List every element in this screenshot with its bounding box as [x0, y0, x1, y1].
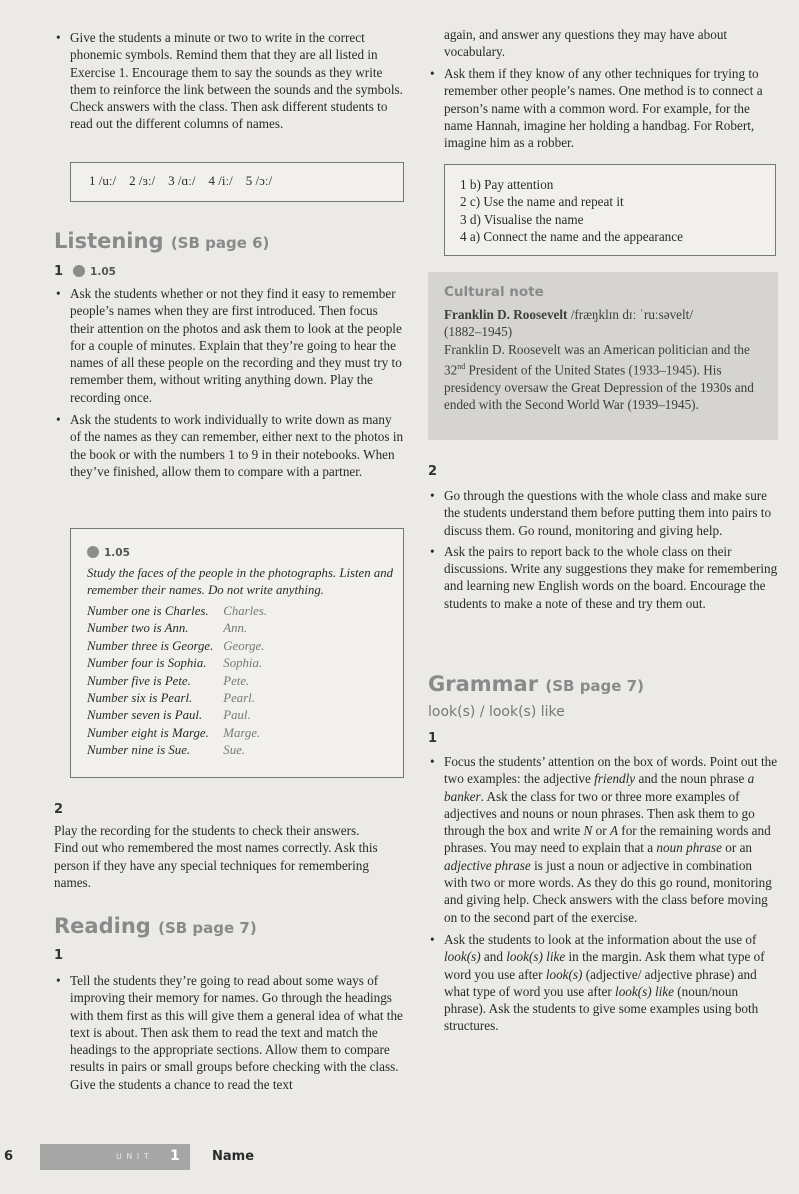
reading-bullet: • Tell the students they’re going to read about some ways of improving their memory for names. Go through the headings with them first as this will give them a general idea of what the text is about. Then ask them to read the text and match the headings to the appropriate sections. Allow them to compare results in pairs or small groups before checking with the class. Give the students a chance to read the text	[54, 972, 404, 1093]
script-line-name: Marge.	[223, 725, 261, 740]
phoneme-answer: 5 /ɔː/	[245, 173, 273, 188]
technique-bullet: • Ask them if they know of any other techniques for trying to remember other people’s names. One method is to connect a person’s name with a common word. For example, for the name Hannah, imagine her holding a handbag. For Robert, imagine him as a robber.	[428, 65, 778, 151]
audio-cd-icon	[73, 265, 85, 277]
continuation-text: again, and answer any questions they may have about vocabulary.	[444, 27, 728, 60]
script-line	[87, 725, 267, 742]
script-line-name: Charles.	[223, 604, 268, 618]
script-line	[87, 742, 267, 759]
script-line-name: Pete.	[223, 673, 250, 688]
unit-title: Name	[212, 1149, 255, 1164]
script-line-text: Number two is Ann.	[87, 621, 189, 636]
listening-ex2-label: 2	[54, 802, 64, 817]
grammar-bullet: • Focus the students’ attention on the box of words. Point out the two examples: the adjective friendly and the noun phrase a banker. Ask the class for two or three more examples of adjectives and nouns or noun phrases. Then ask them to go through the box and write N or A for the remaining words and phrases. You may need to explain that a noun phrase or an adjective phrase is just a noun or adjective in combination with two or more words. As they do this go round, monitoring and giving help. Check answers with the class before moving on to the second part of the exercise.	[428, 753, 778, 926]
script-line	[87, 673, 267, 690]
reading-heading: Reading (SB page 7)	[54, 914, 257, 938]
reading-answer: 4 a) Connect the name and the appearance	[460, 228, 683, 244]
cultural-note-heading: Cultural note	[444, 284, 544, 300]
script-line-name: Sue.	[223, 743, 245, 758]
script-line-text: Number six is Pearl.	[87, 691, 193, 706]
script-line-text: Number one is Charles.	[87, 604, 209, 618]
script-line-text: Number five is Pete.	[87, 673, 191, 688]
reading-ex2-label: 2	[428, 464, 438, 479]
script-line	[87, 690, 267, 707]
script-line-text: Number three is George.	[87, 638, 214, 653]
reading-ex2-bullet: • Go through the questions with the whole class and make sure the students understand them before putting them into pairs to discuss them. Go round, monitoring and giving help.	[428, 487, 778, 539]
grammar-ex1-label: 1	[428, 731, 438, 746]
script-line	[87, 655, 267, 672]
script-line-name: Sophia.	[223, 656, 263, 671]
audio-cd-icon	[87, 546, 99, 558]
audio-script-box: 1.05 Study the faces of the people in the photographs. Listen and remember their names. Do not write anything. Number one is Charles. Charles. Number two is Ann. Ann. Number three is George. George. Number four is Sophia. Sophia. Number five is Pete. Pete. Number six is Pearl. Pearl. Number seven is Paul. Paul. Number eight is Marge. Marge. Number nine is Sue. Sue.	[70, 528, 404, 778]
script-line	[87, 707, 267, 724]
script-line-name: Ann.	[223, 621, 248, 636]
reading-answer: 3 d) Visualise the name	[460, 211, 584, 227]
listening-bullet: • Ask the students to work individually to write down as many of the names as they can remember, either next to the photos in the book or with the numbers 1 to 9 in their notebooks. When they’ve finished, allow them to compare with a partner.	[54, 411, 404, 480]
listening-heading: Listening (SB page 6)	[54, 229, 270, 253]
reading-answer-box	[444, 164, 776, 256]
grammar-bullet: • Ask the students to look at the information about the use of look(s) and look(s) like in the margin. Ask them what type of word you use after look(s) (adjective/ adjective phrase) and what type of word you use after look(s) like (noun/noun phrase). Ask the students to give some examples using both structures.	[428, 931, 778, 1035]
listening-bullet: • Ask the students whether or not they find it easy to remember people’s names when they are first introduced. Then focus their attention on the photos and ask them to look at the people for a couple of minutes. Explain that they’re going to hear the names of all these people on the recording and they must try to remember them, without writing anything down. Play the recording once.	[54, 285, 404, 406]
phoneme-answer: 3 /ɑː/	[168, 173, 196, 188]
listening-ex2-text: Play the recording for the students to check their answers. Find out who remembered the most names correctly. Ask this person if they have any special techniques for remembering names.	[54, 823, 378, 890]
script-line-name: Pearl.	[223, 691, 255, 706]
reading-ex2-bullet: • Ask the pairs to report back to the whole class on their discussions. Write any suggestions they make for remembering and learning new English words on the board. Encourage the students to make a note of these and try them out.	[428, 543, 778, 612]
script-table	[87, 603, 267, 760]
script-line-text: Number nine is Sue.	[87, 743, 191, 758]
grammar-subtitle: look(s) / look(s) like	[428, 704, 565, 720]
cultural-note-title: Franklin D. Roosevelt /fræŋklɪn dɪː ˈruːsəvelt/ (1882–1945) Franklin D. Roosevelt was an American politician and the 32nd President of the United States (1933–1945). His presidency oversaw the Great Depression of the 1930s and ended with the Second World War (1939–1945).	[444, 307, 754, 412]
script-line-text: Number eight is Marge.	[87, 725, 209, 740]
grammar-heading: Grammar (SB page 7)	[428, 672, 644, 696]
script-line	[87, 638, 267, 655]
phoneme-answer: 1 /uː/	[89, 173, 117, 188]
script-line-text: Number seven is Paul.	[87, 708, 203, 723]
script-line-text: Number four is Sophia.	[87, 656, 207, 671]
intro-bullet: • Give the students a minute or two to write in the correct phonemic symbols. Remind them that they are all listed in Exercise 1. Encourage them to say the sounds as they write them to reinforce the link between the sounds and the symbols. Check answers with the class. Then ask different students to read out the different columns of names.	[54, 29, 404, 133]
script-line	[87, 603, 267, 620]
reading-answer: 2 c) Use the name and repeat it	[460, 194, 624, 210]
unit-bar: U N I T 1	[40, 1144, 190, 1170]
script-line	[87, 620, 267, 637]
cultural-note-name: Franklin D. Roosevelt	[444, 307, 568, 322]
cultural-note-box	[428, 272, 778, 440]
phoneme-answer-box	[70, 162, 404, 202]
listening-ex1-label: 1 1.05	[54, 264, 116, 279]
phoneme-answer: 4 /iː/	[208, 173, 233, 188]
reading-ex1-label: 1	[54, 948, 64, 963]
script-line-name: Paul.	[223, 708, 251, 723]
page-number: 6	[4, 1149, 14, 1164]
script-instruction: Study the faces of the people in the photographs. Listen and remember their names. Do not write anything.	[87, 566, 394, 598]
script-line-name: George.	[223, 638, 265, 653]
phoneme-answer: 2 /ɜː/	[129, 173, 156, 188]
reading-answer: 1 b) Pay attention	[460, 177, 554, 192]
